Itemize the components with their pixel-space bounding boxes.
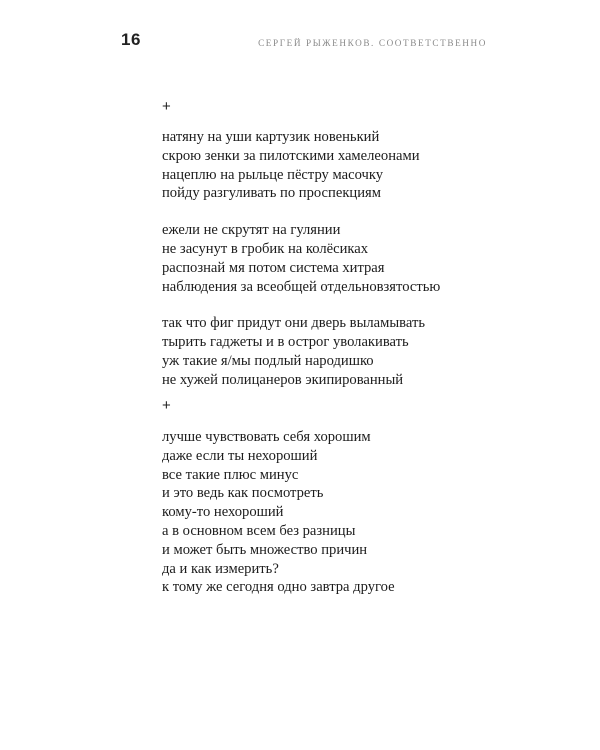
verse-line: лучше чувствовать себя хорошим (162, 429, 371, 445)
verse-line: да и как измерить? (162, 560, 279, 577)
stanza-1 (162, 428, 502, 597)
page-number: 16 (121, 30, 141, 49)
verse-line: так что фиг придут они дверь выламывать (162, 315, 426, 332)
verse-line: кому-то нехороший (162, 504, 284, 521)
verse-line: все такие плюс минус (162, 466, 299, 483)
verse-line: и может быть множество причин (162, 541, 368, 558)
verse-line: пойду разгуливать по проспекциям (162, 185, 381, 202)
poem-body (162, 428, 502, 597)
verse-line: и это ведь как посмотреть (162, 485, 324, 502)
running-header: СЕРГЕЙ РЫЖЕНКОВ. СООТВЕТСТВЕННО (258, 38, 487, 48)
verse-line: наблюдения за всеобщей отдельновзятостью (162, 278, 441, 295)
poem-body (162, 128, 502, 390)
verse-line: ежели не скрутят на гулянии (162, 222, 341, 239)
stanza-3 (162, 314, 502, 389)
stanza-2 (162, 221, 502, 296)
poem-2 (162, 398, 502, 597)
verse-line: натяну на уши картузик новенький (162, 129, 380, 145)
verse-line: тырить гаджеты и в острог уволакивать (162, 334, 409, 351)
verse-line: скрою зенки за пилотскими хамелеонами (162, 147, 420, 164)
poem-separator: + (162, 397, 171, 414)
verse-line: к тому же сегодня одно завтра другое (162, 579, 395, 596)
poem-1 (162, 99, 502, 390)
verse-line: не засунут в гробик на колёсиках (162, 240, 369, 257)
verse-line: а в основном всем без разницы (162, 522, 356, 539)
verse-line: нацеплю на рыльце пёстру масочку (162, 166, 384, 183)
verse-line: уж такие я/мы подлый народишко (162, 352, 374, 369)
verse-line: даже если ты нехороший (162, 447, 318, 464)
verse-line: не хужей полицанеров экипированный (162, 371, 404, 388)
verse-line: распознай мя потом система хитрая (162, 259, 385, 276)
stanza-1 (162, 128, 502, 203)
poem-separator: + (162, 98, 171, 115)
